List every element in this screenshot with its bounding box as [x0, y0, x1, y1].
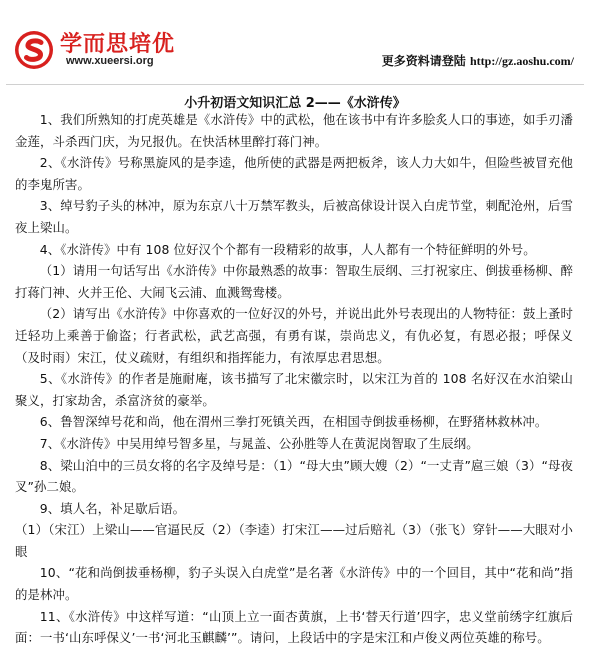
xueersi-s-logo-icon [14, 30, 54, 70]
header-divider [6, 84, 584, 85]
brand-name: 学而思培优 [60, 32, 176, 57]
document-title: 小升初语文知识汇总 2——《水浒传》 [184, 96, 406, 111]
more-info [382, 52, 574, 69]
paragraph-4: 4、《水浒传》中有 108 位好汉个个都有一段精彩的故事，人人都有一个特征鲜明的外号。 [39, 241, 536, 257]
paragraph-8: 8、梁山泊中的三员女将的名字及绰号是：（1）“母大虫”顾大嫂（2）“一丈青”扈三娘（3）“母夜叉”孙二娘。 [15, 457, 573, 495]
paragraph-4-1: （1）请用一句话写出《水浒传》中你最熟悉的故事：智取生辰纲、三打祝家庄、倒拔垂杨柳、醉打蒋门神、火并王伦、大闹飞云浦、血溅鸳鸯楼。 [15, 263, 573, 300]
paragraph-7: 7、《水浒传》中吴用绰号智多星，与晁盖、公孙胜等人在黄泥岗智取了生辰纲。 [39, 435, 479, 451]
paragraph-6: 6、鲁智深绰号花和尚，他在渭州三拳打死镇关西，在相国寺倒拔垂杨柳，在野猪林救林冲。 [39, 414, 548, 430]
page-header [0, 0, 590, 86]
paragraph-4-2: （2）请写出《水浒传》中你喜欢的一位好汉的外号，并说出此外号表现出的人物特征：鼓上蚤时迁轻功上乘善于偷盗；行者武松，武艺高强，有勇有谋，崇尚忠义，有仇必复，有恩必报；呼保义（及时雨）宋江，仗义疏财，有组织和指挥能力，有浓厚忠君思想。 [15, 306, 573, 365]
paragraph-1: 1、我们所熟知的打虎英雄是《水浒传》中的武松，他在该书中有许多脍炙人口的事迹，如手刃潘金莲，斗杀西门庆，为兄报仇。在快活林里醉打蒋门神。 [15, 112, 573, 149]
paragraph-10: 10、“花和尚倒拔垂杨柳，豹子头误入白虎堂”是名著《水浒传》中的一个回目，其中“花和尚”指的是林冲。 [15, 565, 573, 603]
more-info-label: 更多资料请登陆 [381, 54, 466, 68]
more-info-link[interactable]: http://gz.aoshu.com/ [469, 54, 574, 68]
paragraph-5: 5、《水浒传》的作者是施耐庵，该书描写了北宋徽宗时，以宋江为首的 108 名好汉在水泊梁山聚义，打家劫舍，杀富济贫的豪举。 [15, 371, 573, 408]
paragraph-9-answers: （1）（宋江）上梁山——官逼民反（2）（李逵）打宋江——过后赔礼（3）（张飞）穿针——大眼对小眼 [15, 522, 573, 559]
document-body [15, 109, 573, 649]
paragraph-3: 3、绰号豹子头的林冲，原为东京八十万禁军教头，后被高俅设计误入白虎节堂，刺配沧州，后雪夜上梁山。 [15, 198, 573, 235]
paragraph-2: 2、《水浒传》号称黑旋风的是李逵，他所使的武器是两把板斧，该人力大如牛，但险些被冒充他的李鬼所害。 [15, 155, 573, 192]
brand-url: www.xueersi.org [66, 55, 154, 67]
paragraph-11: 11、《水浒传》中这样写道：“山顶上立一面杏黄旗，上书‘替天行道’四字，忠义堂前绣字红旗后面：一书‘山东呼保义’一书‘河北玉麒麟’”。请问，上段话中的字是宋江和卢俊义两位英雄的称号。 [15, 608, 573, 646]
paragraph-9: 9、填人名，补足歇后语。 [39, 500, 186, 516]
